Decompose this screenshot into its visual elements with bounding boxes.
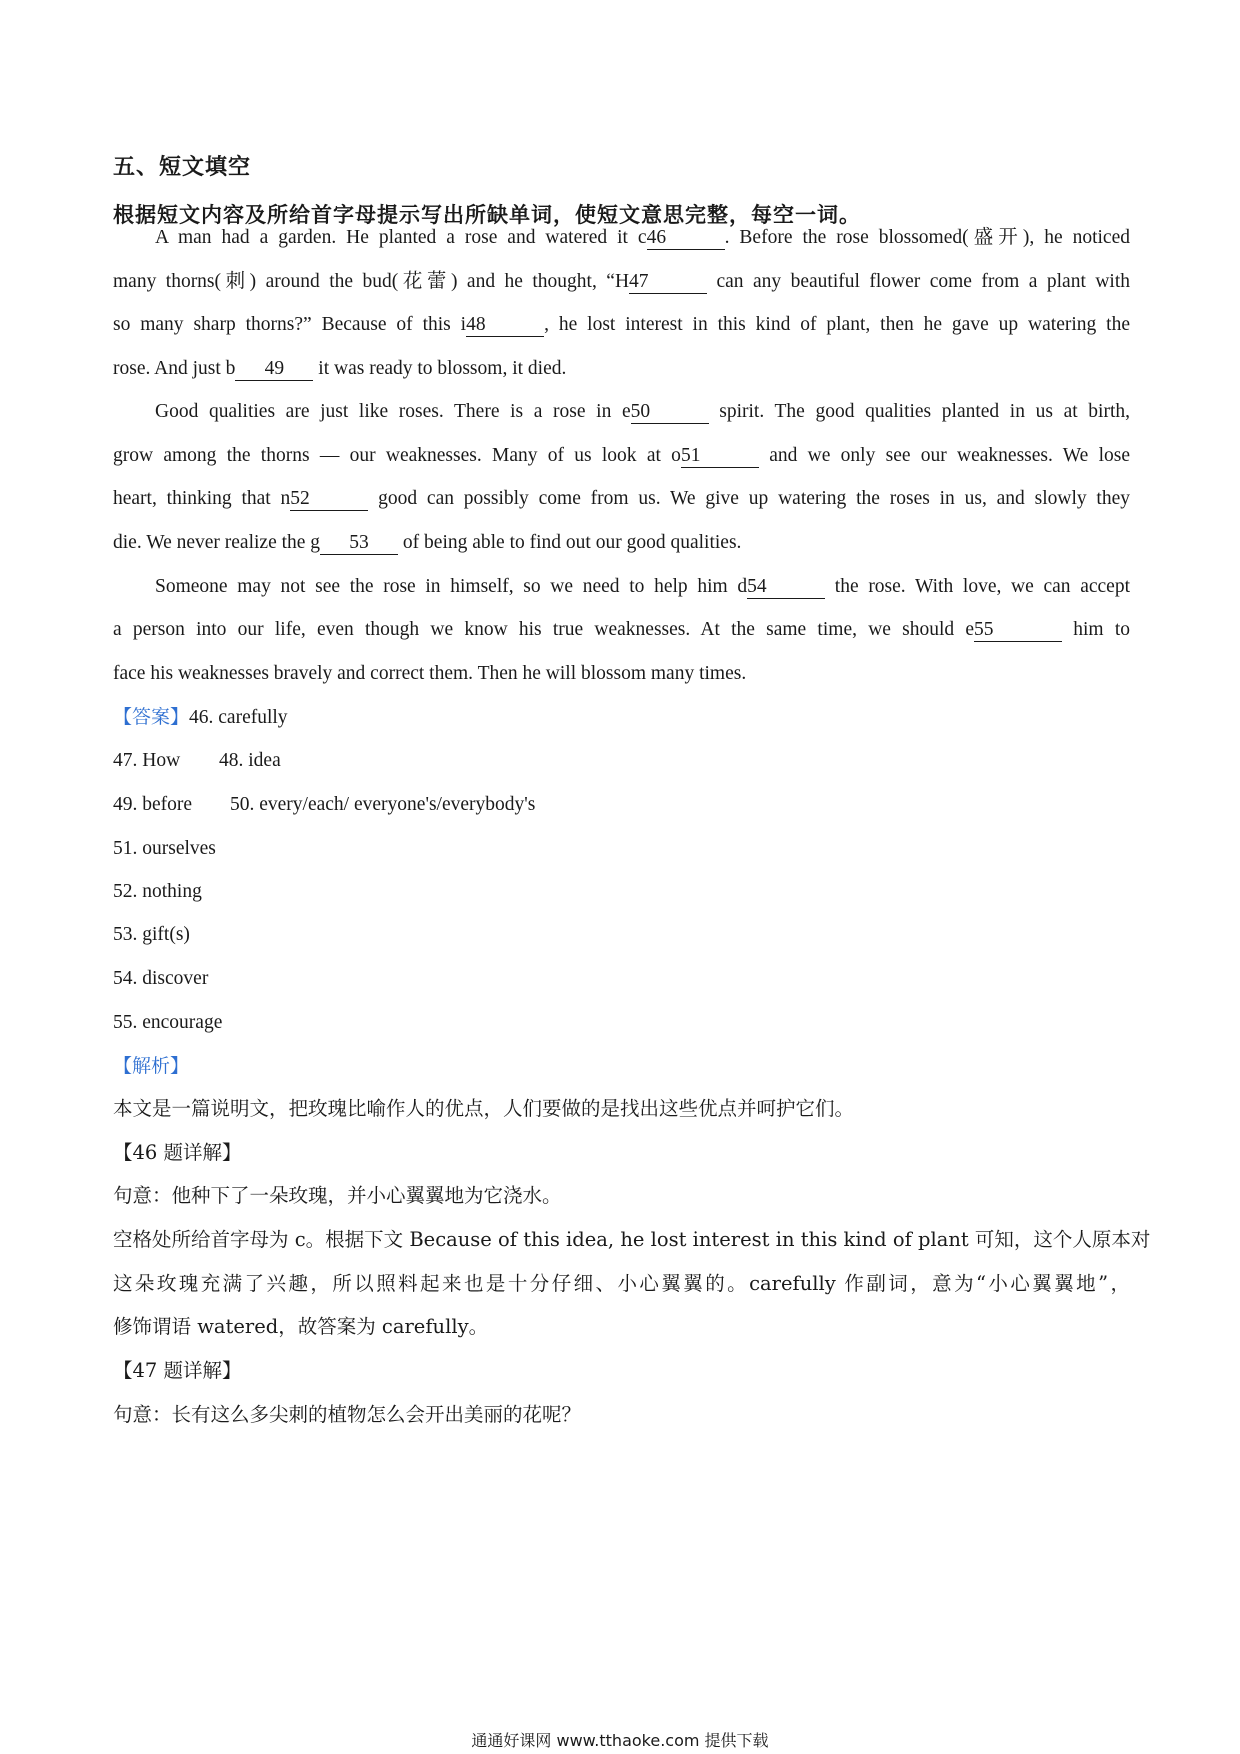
passage-line: a person into our life, even though we know his true weaknesses. At the same time, we should e55 him to bbox=[113, 619, 1130, 640]
analysis-label-row bbox=[113, 1051, 189, 1081]
section-title: 五、短文填空 bbox=[113, 155, 252, 180]
q46-explanation-line: 这朵玫瑰充满了兴趣，所以照料起来也是十分仔细、小心翼翼的。carefully 作副词，意为“小心翼翼地”， bbox=[113, 1272, 1130, 1295]
blank-51: 51 bbox=[681, 445, 759, 468]
q47-meaning: 句意：长有这么多尖刺的植物怎么会开出美丽的花呢？ bbox=[113, 1403, 582, 1426]
blank-50: 50 bbox=[631, 401, 709, 424]
blank-47: 47 bbox=[629, 271, 707, 294]
passage-line: die. We never realize the g 53 of being able to find out our good qualities. bbox=[113, 532, 742, 553]
q46-heading: 【46 题详解】 bbox=[113, 1141, 242, 1164]
blank-55: 55 bbox=[974, 619, 1062, 642]
analysis-label: 【解析】 bbox=[113, 1055, 190, 1077]
q46-meaning: 句意：他种下了一朵玫瑰，并小心翼翼地为它浇水。 bbox=[113, 1184, 562, 1207]
passage-line: heart, thinking that n52 good can possibly come from us. We give up watering the roses in us, and slowly they bbox=[113, 488, 1131, 509]
blank-46: 46 bbox=[647, 227, 725, 250]
footer: 通通好课网 www.tthaoke.com 提供下载 bbox=[471, 1731, 769, 1750]
blank-54: 54 bbox=[747, 576, 825, 599]
passage-line: A man had a garden. He planted a rose and watered it c46 . Before the rose blossomed(盛开), he noticed bbox=[155, 227, 1130, 248]
answer-row: 55. encourage bbox=[113, 1012, 223, 1033]
passage-line: grow among the thorns — our weaknesses. Many of us look at o51 and we only see our weaknesses. We lose bbox=[113, 445, 1130, 466]
answer-row: 47. How 48. idea bbox=[113, 750, 281, 771]
passage-line: many thorns(刺) around the bud(花蕾) and he thought, “H47 can any beautiful flower come from a plant with bbox=[113, 271, 1130, 292]
answer-row: 53. gift(s) bbox=[113, 924, 190, 945]
passage-line: so many sharp thorns?” Because of this i48 , he lost interest in this kind of plant, then he gave up watering the bbox=[113, 314, 1130, 335]
blank-49: 49 bbox=[235, 358, 313, 381]
passage-line: face his weaknesses bravely and correct them. Then he will blossom many times. bbox=[113, 663, 747, 684]
blank-52: 52 bbox=[290, 488, 368, 511]
instruction: 根据短文内容及所给首字母提示写出所缺单词，使短文意思完整，每空一词。 bbox=[113, 203, 861, 227]
answer-label: 【答案】 bbox=[113, 706, 190, 728]
blank-53: 53 bbox=[320, 532, 398, 555]
passage-line: rose. And just b 49 it was ready to blossom, it died. bbox=[113, 358, 567, 379]
answer-row: 54. discover bbox=[113, 968, 209, 989]
q46-explanation-line: 修饰谓语 watered，故答案为 carefully。 bbox=[113, 1315, 489, 1338]
passage-line: Someone may not see the rose in himself, so we need to help him d54 the rose. With love, we can accept bbox=[155, 576, 1130, 597]
blank-48: 48 bbox=[466, 314, 544, 337]
analysis-summary: 本文是一篇说明文，把玫瑰比喻作人的优点，人们要做的是找出这些优点并呵护它们。 bbox=[113, 1097, 855, 1120]
q47-heading: 【47 题详解】 bbox=[113, 1359, 242, 1382]
q46-explanation-line: 空格处所给首字母为 c。根据下文 Because of this idea, he lost interest in this kind of plant 可知，这个人原本对 bbox=[113, 1228, 1151, 1251]
answer-row: 【答案】46. carefully bbox=[113, 706, 288, 728]
passage-line: Good qualities are just like roses. There is a rose in e50 spirit. The good qualities planted in us at birth, bbox=[155, 401, 1130, 422]
answer-row: 49. before 50. every/each/ everyone's/everybody's bbox=[113, 794, 536, 815]
answer-row: 52. nothing bbox=[113, 881, 202, 902]
answer-row: 51. ourselves bbox=[113, 838, 216, 859]
